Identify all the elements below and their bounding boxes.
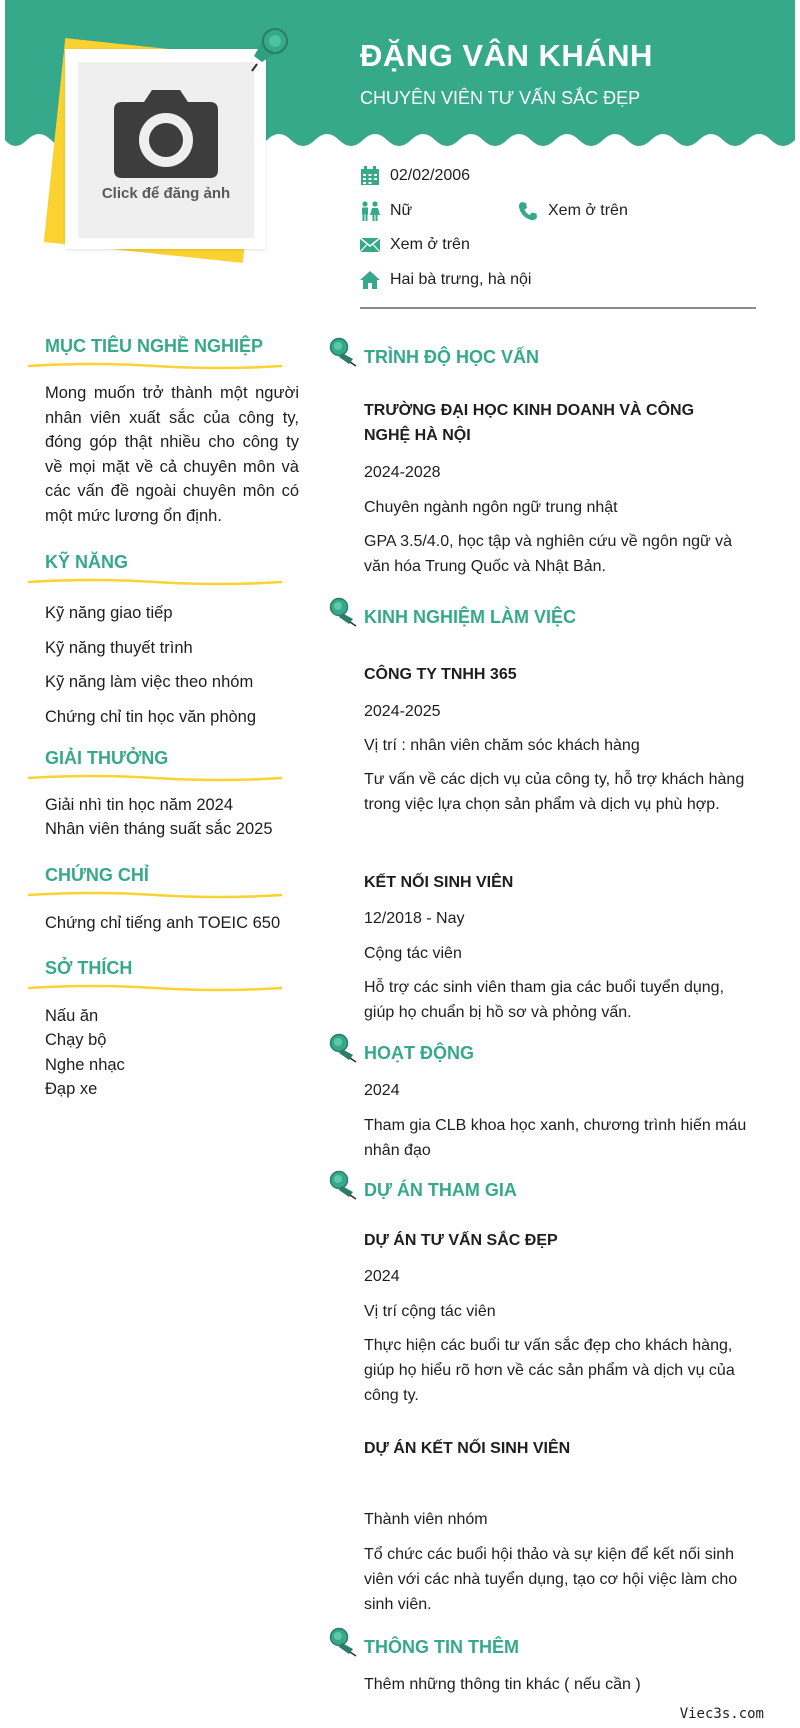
skill-item: Kỹ năng làm việc theo nhóm bbox=[45, 673, 254, 691]
project-role: Vị trí cộng tác viên bbox=[364, 1303, 496, 1320]
address-value: Hai bà trưng, hà nội bbox=[390, 271, 532, 288]
objective-heading: MỤC TIÊU NGHỀ NGHIỆP bbox=[45, 336, 264, 356]
job-period: 12/2018 - Nay bbox=[364, 910, 465, 927]
certificates-wave-divider bbox=[28, 890, 282, 900]
additional-text: Thêm những thông tin khác ( nếu cần ) bbox=[364, 1676, 641, 1693]
job-period: 2024-2025 bbox=[364, 703, 441, 720]
pushpin-icon bbox=[329, 1627, 357, 1657]
contact-birthday bbox=[360, 163, 470, 189]
awards-heading: GIẢI THƯỞNG bbox=[45, 748, 169, 768]
email-value: Xem ở trên bbox=[390, 236, 470, 253]
hobbies-wave-divider bbox=[28, 983, 282, 993]
project-description: Tổ chức các buổi hội thảo và sự kiện để kết nối sinh viên với các nhà tuyển dụng, tạo cơ hội việc làm cho sinh viên. bbox=[364, 1546, 738, 1613]
education-major: Chuyên ngành ngôn ngữ trung nhật bbox=[364, 499, 618, 516]
job-description: Tư vấn về các dịch vụ của công ty, hỗ trợ khách hàng trong việc lựa chọn sản phẩm và dịch vụ phù hợp. bbox=[364, 771, 745, 813]
skill-item: Kỹ năng giao tiếp bbox=[45, 604, 173, 622]
pushpin-icon bbox=[329, 1033, 357, 1063]
project-period: 2024 bbox=[364, 1268, 400, 1285]
skill-item: Kỹ năng thuyết trình bbox=[45, 639, 193, 657]
photo-upload[interactable] bbox=[78, 62, 254, 238]
certificate-item: Chứng chỉ tiếng anh TOEIC 650 bbox=[45, 914, 281, 932]
phone-icon bbox=[518, 201, 538, 221]
award-item: Nhân viên tháng suất sắc 2025 bbox=[45, 820, 273, 838]
award-item: Giải nhì tin học năm 2024 bbox=[45, 796, 234, 814]
education-heading: TRÌNH ĐỘ HỌC VẤN bbox=[364, 347, 539, 367]
hobby-item: Nghe nhạc bbox=[45, 1056, 125, 1074]
education-description: GPA 3.5/4.0, học tập và nghiên cứu về ngôn ngữ và văn hóa Trung Quốc và Nhật Bản. bbox=[364, 533, 733, 575]
activities-heading: HOẠT ĐỘNG bbox=[364, 1043, 474, 1063]
gender-value: Nữ bbox=[390, 202, 413, 219]
candidate-name: ĐẶNG VÂN KHÁNH bbox=[360, 38, 653, 73]
job-company: KẾT NỐI SINH VIÊN bbox=[364, 874, 514, 891]
project-role: Thành viên nhóm bbox=[364, 1511, 488, 1528]
hobby-item: Nấu ăn bbox=[45, 1007, 99, 1025]
home-icon bbox=[360, 271, 380, 289]
contact-address bbox=[360, 267, 531, 293]
phone-value: Xem ở trên bbox=[548, 202, 628, 219]
contact-email bbox=[360, 232, 470, 258]
skill-item: Chứng chỉ tin học văn phòng bbox=[45, 708, 257, 726]
contact-phone bbox=[518, 198, 628, 224]
job-role: Cộng tác viên bbox=[364, 945, 462, 962]
email-icon bbox=[360, 237, 380, 253]
project-name: DỰ ÁN TƯ VẤN SẮC ĐẸP bbox=[364, 1232, 558, 1249]
job-role: Vị trí : nhân viên chăm sóc khách hàng bbox=[364, 737, 640, 754]
activity-description: Tham gia CLB khoa học xanh, chương trình hiến máu nhân đạo bbox=[364, 1117, 747, 1159]
contact-gender bbox=[360, 198, 412, 224]
job-company: CÔNG TY TNHH 365 bbox=[364, 666, 517, 683]
calendar-icon bbox=[360, 166, 380, 186]
pushpin-icon bbox=[329, 337, 357, 367]
candidate-title: CHUYÊN VIÊN TƯ VẤN SẮC ĐẸP bbox=[360, 88, 641, 108]
objective-wave-divider bbox=[28, 361, 282, 371]
gender-icon bbox=[360, 201, 380, 221]
certificates-heading: CHỨNG CHỈ bbox=[45, 865, 149, 885]
pushpin-icon bbox=[329, 597, 357, 627]
experience-heading: KINH NGHIỆM LÀM VIỆC bbox=[364, 607, 577, 627]
hobby-item: Đạp xe bbox=[45, 1080, 98, 1098]
project-description: Thực hiện các buổi tư vấn sắc đẹp cho khách hàng, giúp họ hiểu rõ hơn về các sản phẩm và dịch vụ của công ty. bbox=[364, 1337, 735, 1404]
projects-heading: DỰ ÁN THAM GIA bbox=[364, 1180, 517, 1200]
pushpin-icon bbox=[329, 1170, 357, 1200]
objective-text: Mong muốn trở thành một người nhân viên xuất sắc của công ty, đóng góp thật nhiều cho công ty về mọi mặt về cả chuyên môn và các vấn đề ngoài chuyên môn có một mức lương ổn định. bbox=[45, 384, 299, 525]
hobbies-heading: SỞ THÍCH bbox=[45, 958, 133, 978]
skills-heading: KỸ NĂNG bbox=[45, 552, 129, 572]
project-name: DỰ ÁN KẾT NỐI SINH VIÊN bbox=[364, 1440, 571, 1457]
hobby-item: Chạy bộ bbox=[45, 1031, 107, 1049]
job-description: Hỗ trợ các sinh viên tham gia các buổi tuyển dụng, giúp họ chuẩn bị hồ sơ và phỏng vấn. bbox=[364, 979, 725, 1021]
photo-upload-label: Click để đăng ảnh bbox=[101, 185, 231, 202]
awards-wave-divider bbox=[28, 773, 282, 783]
birthday-value: 02/02/2006 bbox=[390, 167, 471, 184]
contact-divider bbox=[360, 307, 756, 309]
activity-period: 2024 bbox=[364, 1082, 400, 1099]
watermark: Viec3s.com bbox=[679, 1706, 764, 1722]
education-school: TRƯỜNG ĐẠI HỌC KINH DOANH VÀ CÔNG NGHỆ HÀ NỘI bbox=[364, 402, 695, 444]
camera-icon bbox=[112, 88, 220, 180]
education-period: 2024-2028 bbox=[364, 464, 441, 481]
skills-wave-divider bbox=[28, 577, 282, 587]
pushpin-icon bbox=[248, 24, 290, 72]
additional-heading: THÔNG TIN THÊM bbox=[364, 1637, 519, 1657]
